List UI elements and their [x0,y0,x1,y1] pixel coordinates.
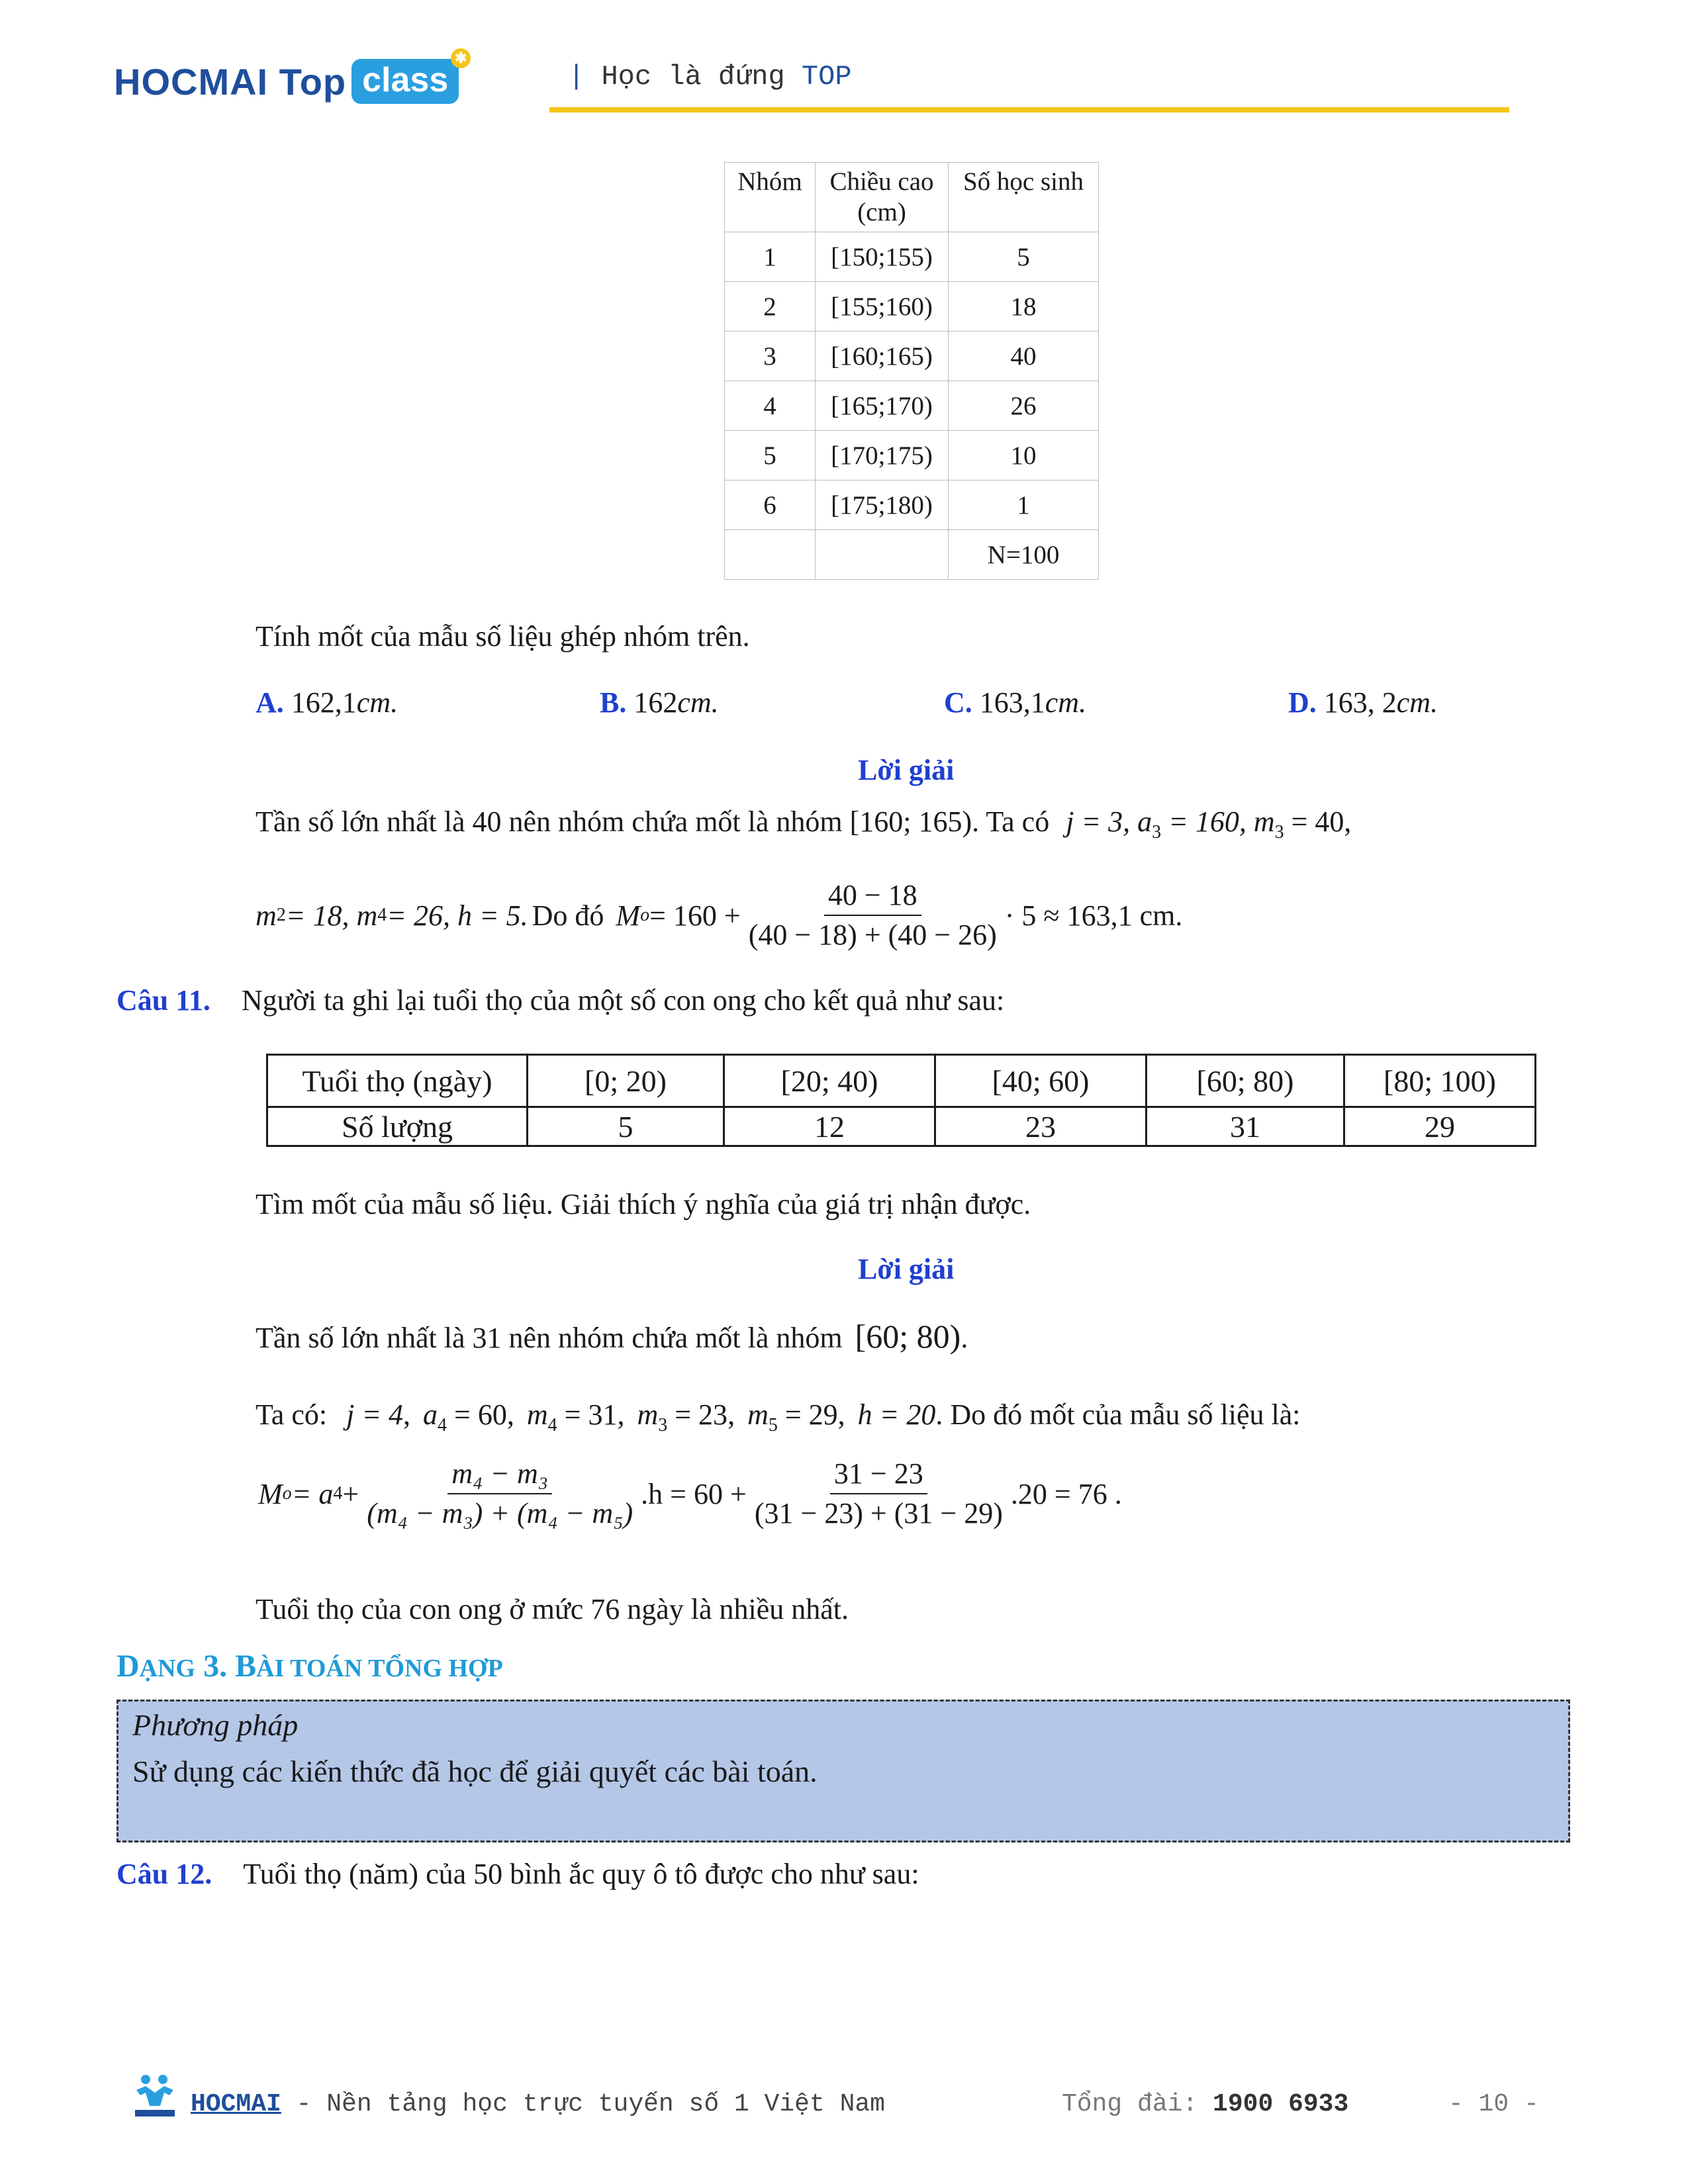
math: m [256,899,277,932]
option-unit: cm. [1045,686,1087,719]
method-title: Phương pháp [132,1708,299,1742]
math: m [526,1398,548,1431]
q10-solution-line2 [256,878,1182,953]
option-value: 163,1 [979,686,1045,719]
header-height-unit: (cm) [857,198,906,226]
cell: Số lượng [267,1107,528,1146]
header-students: Số học sinh [949,163,1099,232]
math: h = 20 [857,1398,936,1431]
page-number: - 10 - [1448,2090,1539,2118]
subscript: o [640,905,650,925]
text: . [961,1322,968,1354]
q10-solution-line1 [256,805,1351,843]
math: m [747,1398,769,1431]
cell: 12 [724,1107,935,1146]
math: m [637,1398,659,1431]
cell: 29 [1344,1107,1536,1146]
fraction [751,1456,1007,1531]
option-unit: cm. [356,686,399,719]
text: Tần số lớn nhất là 31 nên nhóm chứa mốt là nhóm [256,1322,843,1354]
table-row [725,282,1099,332]
cell: 31 [1147,1107,1344,1146]
table-row [725,480,1099,530]
subscript: 4 [333,1483,343,1504]
text: Do đó [532,899,604,932]
height-frequency-table [724,162,1099,580]
header-slogan [568,61,852,93]
math: j = 3, a [1066,805,1152,838]
header-height-label: Chiều cao [829,167,934,196]
numerator: m₄ − m₃ [447,1456,552,1494]
cell: 23 [935,1107,1147,1146]
logo-class-badge [352,50,467,104]
cell: 3 [725,332,816,381]
cell: 26 [949,381,1099,431]
option-value: 162,1 [291,686,357,719]
text: . Do đó mốt của mẫu số liệu là: [935,1398,1301,1431]
slogan-bar: | [568,61,585,93]
heading-part: 3. B [195,1649,257,1684]
cell-empty [816,530,949,580]
cell: [60; 80) [1147,1055,1344,1107]
question-prompt: Tuổi thọ (năm) của 50 bình ắc quy ô tô được cho như sau: [243,1858,919,1890]
option-value: 162 [633,686,678,719]
math: = 23 [667,1398,728,1431]
fraction [745,878,1001,953]
table-row [725,332,1099,381]
option-label: D. [1288,686,1317,719]
cell: 10 [949,431,1099,480]
cell: 1 [949,480,1099,530]
denominator: (m₄ − m₃) + (m₄ − m₅) [367,1497,633,1529]
hocmai-topclass-logo [114,50,467,111]
subscript: 3 [1274,821,1284,842]
question-label: Câu 12. [117,1858,212,1890]
option-b [600,686,719,719]
math: .h = 60 + [641,1477,747,1510]
cell: [175;180) [816,480,949,530]
subscript: o [282,1483,292,1504]
math: = 18, m [285,899,378,932]
q11-solution-line2: Ta có: j = 4, $a_4 = 60$, $m_4 = 31$, $m_3 = 23$, $m_5 = 29$, h = 20. Do đó mốt của mẫu số liệu là: [256,1398,1301,1435]
cell: 6 [725,480,816,530]
solution-title: Lời giải [858,754,955,786]
heading-part: ẠNG [139,1655,196,1682]
cell: [0; 20) [528,1055,724,1107]
math: = 31 [557,1398,618,1431]
section-heading [117,1648,503,1684]
cell: 2 [725,282,816,332]
cell: 5 [725,431,816,480]
subscript: 4 [377,905,387,925]
cell-empty [725,530,816,580]
cell: [80; 100) [1344,1055,1536,1107]
subscript: 3 [658,1414,668,1435]
table-header-row [725,163,1099,232]
subscript: 4 [547,1414,557,1435]
numerator: 40 − 18 [824,878,921,916]
logo-text: HOCMAI Top [114,60,347,103]
cell: 40 [949,332,1099,381]
slogan-top: TOP [801,61,852,93]
subscript: 5 [768,1414,778,1435]
question11 [117,983,1004,1017]
math: j = 4 [346,1398,404,1431]
option-d [1288,686,1438,719]
math: = 29 [777,1398,838,1431]
logo-class-text: class [362,61,449,99]
total-cell: N=100 [949,530,1099,580]
cell: 18 [949,282,1099,332]
footer-brand-link[interactable]: HOCMAI [191,2090,281,2118]
denominator: (40 − 18) + (40 − 26) [748,919,997,951]
math: [60; 80) [855,1318,961,1355]
option-label: B. [600,686,627,719]
math: = 40, [1284,805,1352,838]
math: .20 = 76 . [1010,1477,1122,1510]
math: · 5 ≈ 163,1 cm. [1004,899,1183,932]
math: a [423,1398,438,1431]
cell: [150;155) [816,232,949,282]
math: = 26, h = 5. [387,899,528,932]
table-row [725,431,1099,480]
cell: 5 [528,1107,724,1146]
cell: [160;165) [816,332,949,381]
option-unit: cm. [677,686,719,719]
numerator: 31 − 23 [830,1456,927,1494]
hocmai-footer-logo [132,2073,177,2120]
cell: [155;160) [816,282,949,332]
math: M [258,1477,283,1510]
math: M [616,899,641,932]
subscript: 2 [276,905,286,925]
q11-conclusion: Tuổi thọ của con ong ở mức 76 ngày là nhiều nhất. [256,1593,849,1625]
option-label: C. [944,686,972,719]
table-row [267,1107,1536,1146]
table-row [725,381,1099,431]
option-c [944,686,1086,719]
cell: Tuổi thọ (ngày) [267,1055,528,1107]
question11-task: Tìm mốt của mẫu số liệu. Giải thích ý nghĩa của giá trị nhận được. [256,1188,1031,1220]
slogan-text: Học là đứng [601,61,785,93]
header-group: Nhóm [725,163,816,232]
header-height [816,163,949,232]
table-total-row [725,530,1099,580]
cell: [165;170) [816,381,949,431]
hotline-label: Tổng đài: [1062,2090,1198,2118]
question-label: Câu 11. [117,984,211,1017]
q11-formula [258,1456,1122,1531]
option-unit: cm. [1396,686,1438,719]
denominator: (31 − 23) + (31 − 29) [754,1497,1003,1529]
math: = 160, m [1161,805,1275,838]
option-a [256,686,398,719]
fraction [363,1456,637,1531]
math: = 160 + [649,899,741,932]
q11-solution-line1 [256,1317,968,1355]
text: Ta có: [256,1398,328,1431]
question10-prompt: Tính mốt của mẫu số liệu ghép nhóm trên. [256,620,750,653]
bee-lifespan-table [266,1054,1536,1147]
cell: [170;175) [816,431,949,480]
question-prompt: Người ta ghi lại tuổi thọ của một số con ong cho kết quả như sau: [241,984,1005,1017]
math: + [342,1477,359,1510]
option-value: 163, 2 [1323,686,1397,719]
table-row [725,232,1099,282]
star-icon: ✱ [451,48,471,68]
cell: 5 [949,232,1099,282]
subscript: 4 [438,1414,447,1435]
text: Tần số lớn nhất là 40 nên nhóm chứa mốt là nhóm [160; 165). Ta có [256,805,1050,838]
footer-left [191,2090,885,2118]
question12 [117,1857,919,1891]
heading-part: D [117,1649,140,1684]
option-label: A. [256,686,284,719]
cell: 4 [725,381,816,431]
footer-tagline: - Nền tảng học trực tuyến số 1 Việt Nam [281,2090,885,2118]
math: = 60 [447,1398,507,1431]
subscript: 3 [1152,821,1162,842]
math: = a [291,1477,334,1510]
method-text: Sử dụng các kiến thức đã học để giải quyết các bài toán. [132,1754,818,1788]
hotline-number: 1900 6933 [1213,2090,1349,2118]
cell: [20; 40) [724,1055,935,1107]
solution-title: Lời giải [858,1253,955,1285]
cell: 1 [725,232,816,282]
cell: [40; 60) [935,1055,1147,1107]
header-divider [549,107,1509,113]
footer-hotline [1062,2090,1348,2118]
table-row [267,1055,1536,1107]
heading-part: ÀI TOÁN TỔNG HỢP [256,1655,503,1682]
